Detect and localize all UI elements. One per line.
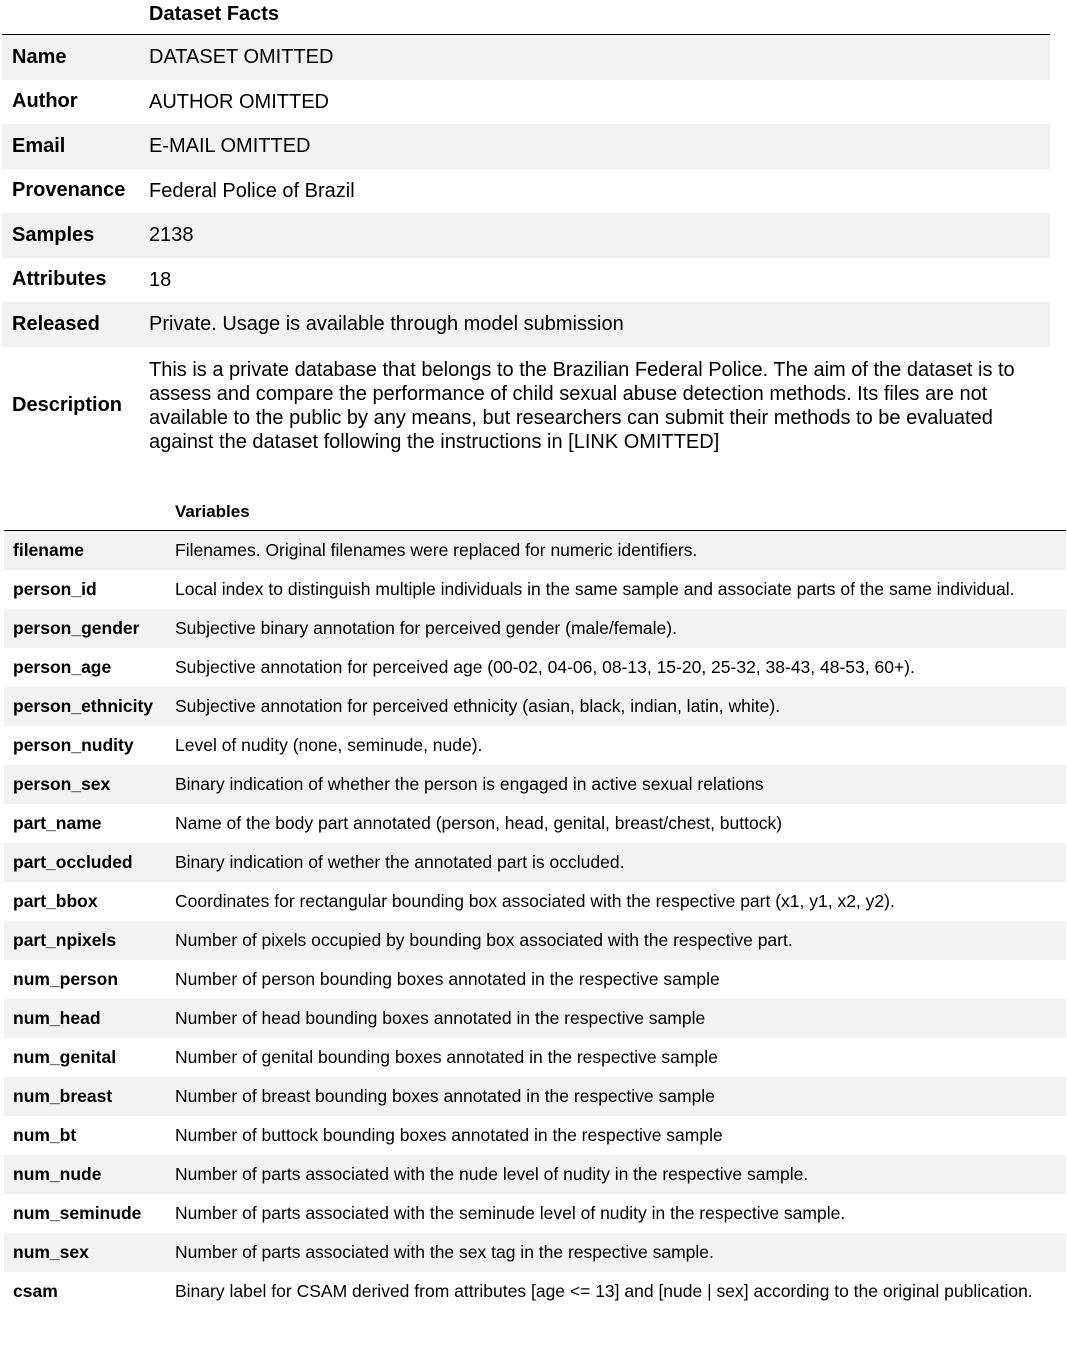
variable-description: Number of buttock bounding boxes annotated in the respective sample — [175, 1125, 723, 1145]
variable-row — [4, 648, 1066, 687]
variable-name: num_bt — [13, 1125, 77, 1145]
facts-row-name — [2, 35, 1050, 80]
facts-value: AUTHOR OMITTED — [149, 90, 329, 113]
variable-row — [4, 1233, 1066, 1272]
variable-name: filename — [13, 540, 84, 560]
variable-row — [4, 882, 1066, 921]
variables-title: Variables — [4, 494, 1066, 531]
variable-row — [4, 1272, 1066, 1311]
facts-label: Name — [12, 45, 67, 68]
variable-name: num_breast — [13, 1086, 113, 1106]
variable-description: Coordinates for rectangular bounding box associated with the respective part (x1, y1, x2, y2). — [175, 891, 895, 911]
facts-value: E-MAIL OMITTED — [149, 135, 311, 158]
facts-label: Provenance — [12, 179, 126, 202]
variable-description: Number of parts associated with the seminude level of nudity in the respective sample. — [175, 1203, 846, 1223]
variable-description: Number of genital bounding boxes annotated in the respective sample — [175, 1047, 718, 1067]
facts-row-provenance — [2, 169, 1050, 214]
variable-row — [4, 1155, 1066, 1194]
variable-row — [4, 999, 1066, 1038]
variable-row — [4, 765, 1066, 804]
facts-label: Released — [12, 312, 100, 335]
variable-row — [4, 1077, 1066, 1116]
variable-description: Number of person bounding boxes annotated in the respective sample — [175, 969, 720, 989]
variable-row — [4, 570, 1066, 609]
facts-value: 18 — [149, 268, 172, 291]
variable-row — [4, 1194, 1066, 1233]
variable-description: Subjective binary annotation for perceived gender (male/female). — [175, 618, 677, 638]
variable-row — [4, 687, 1066, 726]
facts-value: This is a private database that belongs to the Brazilian Federal Police. The aim of the dataset is to assess and compare the performance of child sexual abuse detection methods. Its files are not available to the public by any means, but researchers can submit their methods to be evaluated against the dataset following the instructions in [LINK OMITTED] — [149, 358, 1015, 453]
variable-name: part_name — [13, 813, 102, 833]
facts-value: 2138 — [149, 224, 194, 247]
variable-name: person_sex — [13, 774, 111, 794]
variable-row — [4, 921, 1066, 960]
variable-description: Filenames. Original filenames were replaced for numeric identifiers. — [175, 540, 698, 560]
variable-row — [4, 1116, 1066, 1155]
facts-value: Federal Police of Brazil — [149, 179, 355, 202]
facts-row-email — [2, 124, 1050, 169]
variable-description: Local index to distinguish multiple individuals in the same sample and associate parts of the same individual. — [175, 579, 1015, 599]
variable-description: Subjective annotation for perceived ethnicity (asian, black, indian, latin, white). — [175, 696, 781, 716]
variable-row — [4, 960, 1066, 999]
variable-description: Name of the body part annotated (person, head, genital, breast/chest, buttock) — [175, 813, 783, 833]
variable-description: Binary indication of whether the person is engaged in active sexual relations — [175, 774, 764, 794]
variable-row — [4, 531, 1066, 570]
variable-description: Number of pixels occupied by bounding box associated with the respective part. — [175, 930, 793, 950]
facts-row-description — [2, 347, 1050, 465]
variable-name: num_seminude — [13, 1203, 142, 1223]
facts-row-samples — [2, 213, 1050, 258]
variable-name: num_nude — [13, 1164, 102, 1184]
variable-name: num_person — [13, 969, 119, 989]
facts-label: Email — [12, 134, 66, 157]
variable-name: person_nudity — [13, 735, 134, 755]
variable-description: Number of breast bounding boxes annotated in the respective sample — [175, 1086, 715, 1106]
variable-name: num_sex — [13, 1242, 89, 1262]
facts-label: Description — [12, 393, 123, 416]
variable-name: csam — [13, 1281, 58, 1301]
variable-row — [4, 843, 1066, 882]
facts-row-released — [2, 302, 1050, 347]
variable-row — [4, 804, 1066, 843]
variable-row — [4, 726, 1066, 765]
variable-description: Binary indication of wether the annotated part is occluded. — [175, 852, 625, 872]
variable-description: Binary label for CSAM derived from attributes [age <= 13] and [nude | sex] according to the original publication. — [175, 1281, 1033, 1301]
variable-row — [4, 1038, 1066, 1077]
variable-row — [4, 609, 1066, 648]
variables-table — [4, 494, 1066, 1311]
facts-label: Attributes — [12, 268, 107, 291]
variable-description: Number of parts associated with the nude level of nudity in the respective sample. — [175, 1164, 809, 1184]
facts-value: Private. Usage is available through model submission — [149, 313, 624, 336]
facts-label: Author — [12, 90, 78, 113]
variable-name: part_bbox — [13, 891, 98, 911]
facts-label: Samples — [12, 223, 95, 246]
variable-name: person_age — [13, 657, 112, 677]
dataset-facts-table — [2, 0, 1050, 465]
variable-description: Number of parts associated with the sex tag in the respective sample. — [175, 1242, 714, 1262]
variable-name: person_gender — [13, 618, 140, 638]
facts-value: DATASET OMITTED — [149, 46, 334, 69]
facts-row-attributes — [2, 258, 1050, 303]
variable-description: Subjective annotation for perceived age (00-02, 04-06, 08-13, 15-20, 25-32, 38-43, 48-53, 60+). — [175, 657, 915, 677]
variable-name: person_id — [13, 579, 97, 599]
facts-row-author — [2, 80, 1050, 125]
variable-name: num_genital — [13, 1047, 117, 1067]
variable-description: Number of head bounding boxes annotated in the respective sample — [175, 1008, 706, 1028]
variable-name: part_npixels — [13, 930, 117, 950]
variable-name: num_head — [13, 1008, 101, 1028]
variable-description: Level of nudity (none, seminude, nude). — [175, 735, 483, 755]
dataset-facts-title: Dataset Facts — [2, 0, 1050, 35]
variable-name: person_ethnicity — [13, 696, 154, 716]
variable-name: part_occluded — [13, 852, 133, 872]
